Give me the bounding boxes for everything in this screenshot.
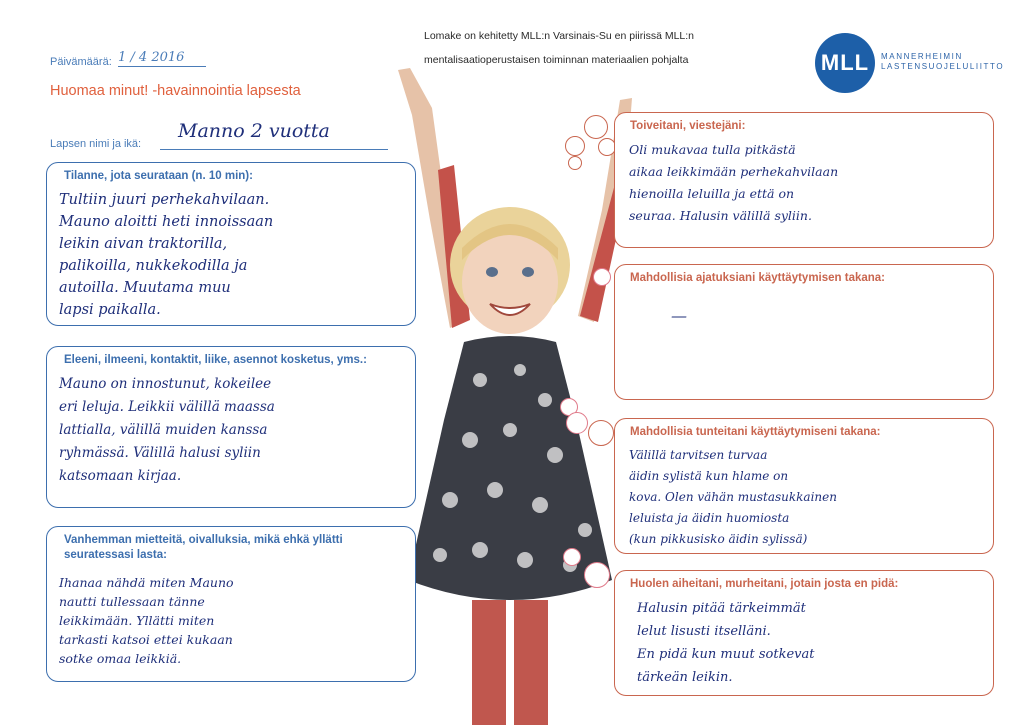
wishes-box-title: Toiveitani, viestejäni: — [627, 119, 748, 134]
thought-bubble-icon — [588, 420, 614, 446]
gestures-box-title: Eleeni, ilmeeni, kontaktit, liike, asennot kosketus, yms.: — [61, 353, 370, 368]
parent-thoughts-box-text: Ihanaa nähdä miten Mauno nautti tullessaan tänne leikkimään. Yllätti miten tarkasti katsoi ettei kukaan sotke omaa leikkiä. — [59, 575, 234, 666]
logo-name-line-1: MANNERHEIMIN — [881, 52, 963, 61]
child-name-value: Manno 2 vuotta — [178, 120, 330, 142]
thoughts-box — [614, 264, 994, 400]
date-value: 1 / 4 2016 — [118, 50, 185, 65]
thought-bubble-icon — [593, 268, 611, 286]
thought-bubble-icon — [566, 412, 588, 434]
thought-bubble-icon — [563, 548, 581, 566]
wishes-box-text: Oli mukavaa tulla pitkästä aikaa leikkimään perhekahvilaan hienoilla leluilla ja että on seuraa. Halusin välillä syliin. — [629, 142, 839, 223]
thoughts-box-title: Mahdollisia ajatuksiani käyttäytymisen takana: — [627, 271, 888, 286]
origin-line-1: Lomake on kehitetty MLL:n Varsinais-Su en piirissä MLL:n — [424, 30, 695, 42]
feelings-box-title: Mahdollisia tunteitani käyttäytymiseni takana: — [627, 425, 884, 440]
situation-box-title: Tilanne, jota seurataan (n. 10 min): — [61, 169, 256, 184]
feelings-box — [614, 418, 994, 554]
thoughts-box-text: — — [671, 306, 687, 325]
wishes-box — [614, 112, 994, 248]
situation-box-text: Tultiin juuri perhekahvilaan. Mauno aloitti heti innoissaan leikin aivan traktorilla, palikoilla, nukkekodilla ja autoilla. Muutama muu lapsi paikalla. — [59, 192, 274, 318]
mll-logo-name — [881, 52, 1004, 72]
feelings-box-text: Välillä tarvitsen turvaa äidin sylistä kun hlame on kova. Olen vähän mustasukkainen leluista ja äidin huomiosta (kun pikkusisko äidin sylissä) — [629, 448, 837, 546]
situation-box — [46, 162, 416, 326]
worries-box — [614, 570, 994, 696]
gestures-box — [46, 346, 416, 508]
thought-bubble-icon — [584, 562, 610, 588]
gestures-box-text: Mauno on innostunut, kokeilee eri leluja. Leikkii välillä maassa lattialla, välillä muiden kanssa ryhmässä. Välillä halusi syliin katsomaan kirjaa. — [59, 376, 275, 484]
thought-bubble-icon — [568, 156, 582, 170]
worries-box-title: Huolen aiheitani, murheitani, jotain josta en pidä: — [627, 577, 901, 592]
thought-bubble-icon — [584, 115, 608, 139]
mll-logo: MLL — [815, 33, 875, 93]
child-name-label: Lapsen nimi ja ikä: — [50, 138, 142, 150]
parent-thoughts-box-title: Vanhemman mietteitä, oivalluksia, mikä ehkä yllätti seuratessasi lasta: — [61, 533, 407, 563]
date-label: Päivämäärä: — [50, 56, 112, 68]
parent-thoughts-box — [46, 526, 416, 682]
form-title: Huomaa minut! -havainnointia lapsesta — [50, 83, 301, 99]
worries-box-text: Halusin pitää tärkeimmät lelut lisusti itselläni. En pidä kun muut sotkevat tärkeän leikin. — [637, 601, 815, 685]
date-underline — [118, 66, 206, 67]
thought-bubble-icon — [565, 136, 585, 156]
logo-name-line-2: LASTENSUOJELULIITTO — [881, 62, 1005, 71]
origin-line-2: mentalisaatioperustaisen toiminnan materiaalien pohjalta — [424, 54, 689, 66]
child-name-underline — [160, 149, 388, 150]
child-photo-illustration — [380, 60, 640, 725]
